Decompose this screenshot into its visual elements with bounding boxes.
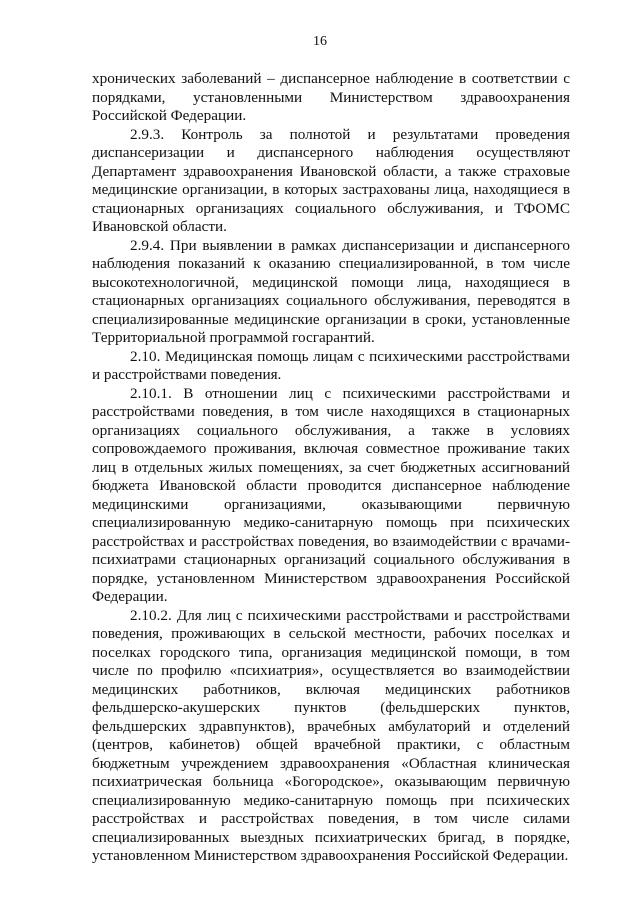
- paragraph-2-9-4: 2.9.4. При выявлении в рамках диспансеризации и диспансерного наблюдения показаний к оказанию специализированной, в том числе высокотехнологичной, медицинской помощи лица, находящиеся в стационарных организациях социального обслуживания, переводятся в специализированные медицинские организации в сроки, установленные Территориальной программой госгарантий.: [92, 236, 570, 346]
- paragraph-2-9-3: 2.9.3. Контроль за полнотой и результатами проведения диспансеризации и диспансерного наблюдения осуществляют Департамент здравоохранения Ивановской области, а также страховые медицинские организации, в которых застрахованы лица, находящиеся в стационарных организациях социального обслуживания, и ТФОМС Ивановской области.: [92, 125, 570, 235]
- document-body: [92, 70, 570, 866]
- paragraph-continuation: хронических заболеваний – диспансерное наблюдение в соответствии с порядками, установленными Министерством здравоохранения Российской Федерации.: [92, 70, 570, 124]
- paragraph-2-10-2: 2.10.2. Для лиц с психическими расстройствами и расстройствами поведения, проживающих в сельской местности, рабочих поселках и поселках городского типа, организация медицинской помощи, в том числе по профилю «психиатрия», осуществляется во взаимодействии медицинских работников, включая медицинских работников фельдшерско-акушерских пунктов (фельдшерских пунктов, фельдшерских здравпунктов), врачебных амбулаторий и отделений (центров, кабинетов) общей врачебной практики, с областным бюджетным учреждением здравоохранения «Областная клиническая психиатрическая больница «Богородское», оказывающим первичную специализированную медико-санитарную помощь при психических расстройствах и расстройствах поведения, в том числе силами специализированных выездных психиатрических бригад, в порядке, установленном Министерством здравоохранения Российской Федерации.: [92, 606, 570, 864]
- page-number: 16: [313, 34, 327, 49]
- paragraph-2-10-1: 2.10.1. В отношении лиц с психическими расстройствами и расстройствами поведения, в том числе находящихся в стационарных организациях социального обслуживания, а также в условиях сопровождаемого проживания, включая совместное проживание таких лиц в отдельных жилых помещениях, за счет бюджетных ассигнований бюджета Ивановской области проводится диспансерное наблюдение медицинскими организациями, оказывающими первичную специализированную медико-санитарную помощь при психических расстройствах и расстройствах поведения, во взаимодействии с врачами-психиатрами стационарных организаций социального обслуживания в порядке, установленном Министерством здравоохранения Российской Федерации.: [92, 384, 570, 605]
- paragraph-2-10: 2.10. Медицинская помощь лицам с психическими расстройствами и расстройствами поведения.: [92, 347, 570, 383]
